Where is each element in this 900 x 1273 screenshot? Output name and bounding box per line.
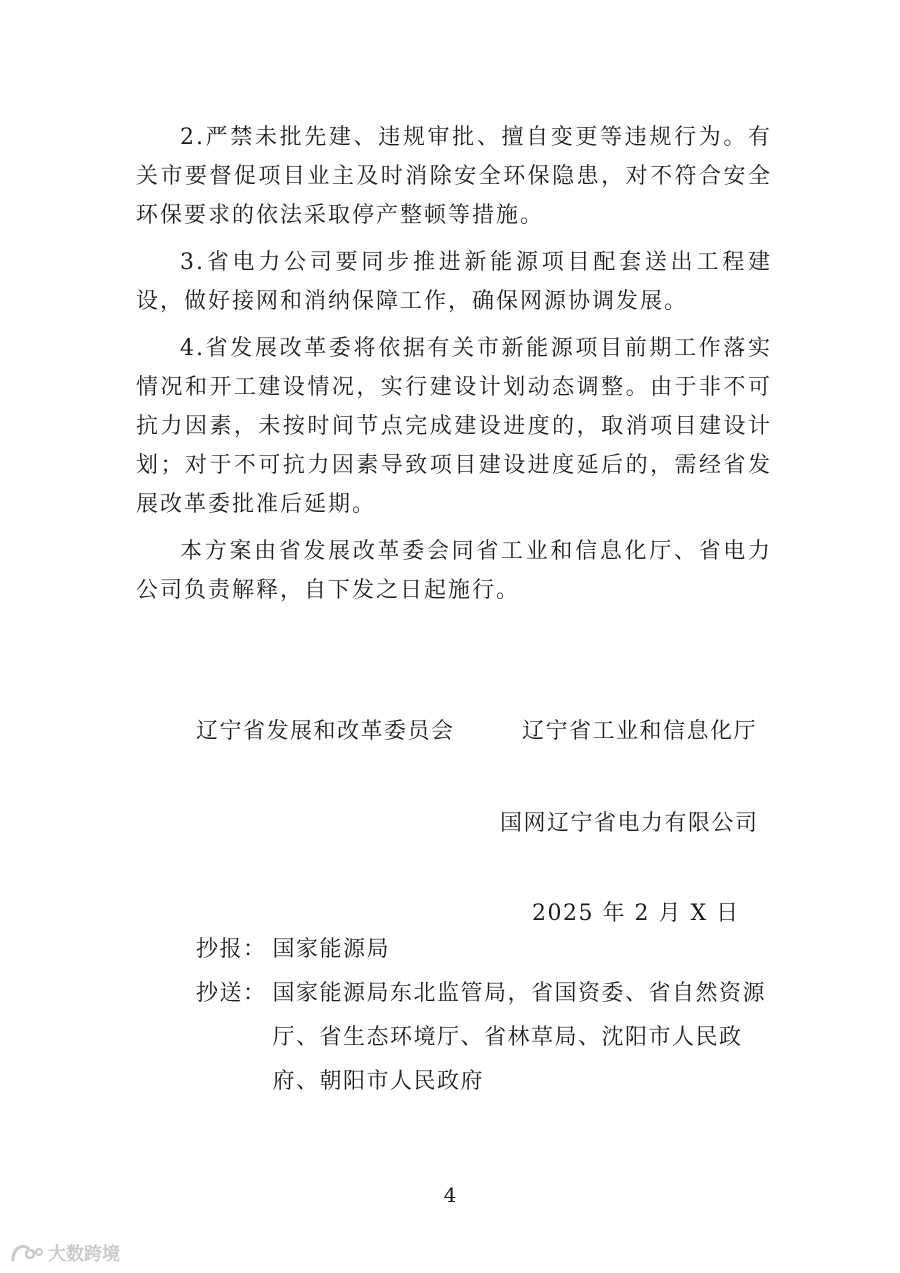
- document-body: [136, 118, 772, 610]
- watermark-text: 大数跨境: [48, 1244, 120, 1265]
- cc-block: [196, 928, 786, 1104]
- paragraph-item-2: 2.严禁未批先建、违规审批、擅自变更等违规行为。有关市要督促项目业主及时消除安全环保隐患，对不符合安全环保要求的依法采取停产整顿等措施。: [136, 125, 772, 228]
- cc-report-label: 抄报：: [196, 937, 267, 962]
- page-number: 4: [443, 1183, 457, 1207]
- signer-org-ndrc: 辽宁省发展和改革委员会: [196, 719, 455, 744]
- paragraph-closing: 本方案由省发展改革委会同省工业和信息化厅、省电力公司负责解释，自下发之日起施行。: [136, 539, 772, 603]
- watermark: [10, 1240, 120, 1266]
- paragraph-item-4: 4.省发展改革委将依据有关市新能源项目前期工作落实情况和开工建设情况，实行建设计划动态调整。由于非不可抗力因素，未按时间节点完成建设进度的，取消项目建设计划；对于不可抗力因素导致项目建设进度延后的，需经省发展改革委批准后延期。: [136, 336, 772, 517]
- signer-org-grid: 国网辽宁省电力有限公司: [500, 811, 759, 836]
- cc-send-recipients: 国家能源局东北监管局，省国资委、省自然资源厅、省生态环境厅、省林草局、沈阳市人民政府、朝阳市人民政府: [272, 981, 767, 1094]
- signature-date: 2025 年 2 月 X 日: [532, 901, 740, 926]
- cc-send-row: [196, 972, 786, 1104]
- brand-logo-icon: [10, 1242, 44, 1264]
- cc-report-recipients: 国家能源局: [272, 937, 391, 962]
- cc-report-row: [196, 928, 786, 972]
- cc-send-label: 抄送：: [196, 981, 267, 1006]
- paragraph-item-3: 3.省电力公司要同步推进新能源项目配套送出工程建设，做好接网和消纳保障工作，确保网源协调发展。: [136, 250, 772, 314]
- signer-org-miit: 辽宁省工业和信息化厅: [522, 719, 758, 744]
